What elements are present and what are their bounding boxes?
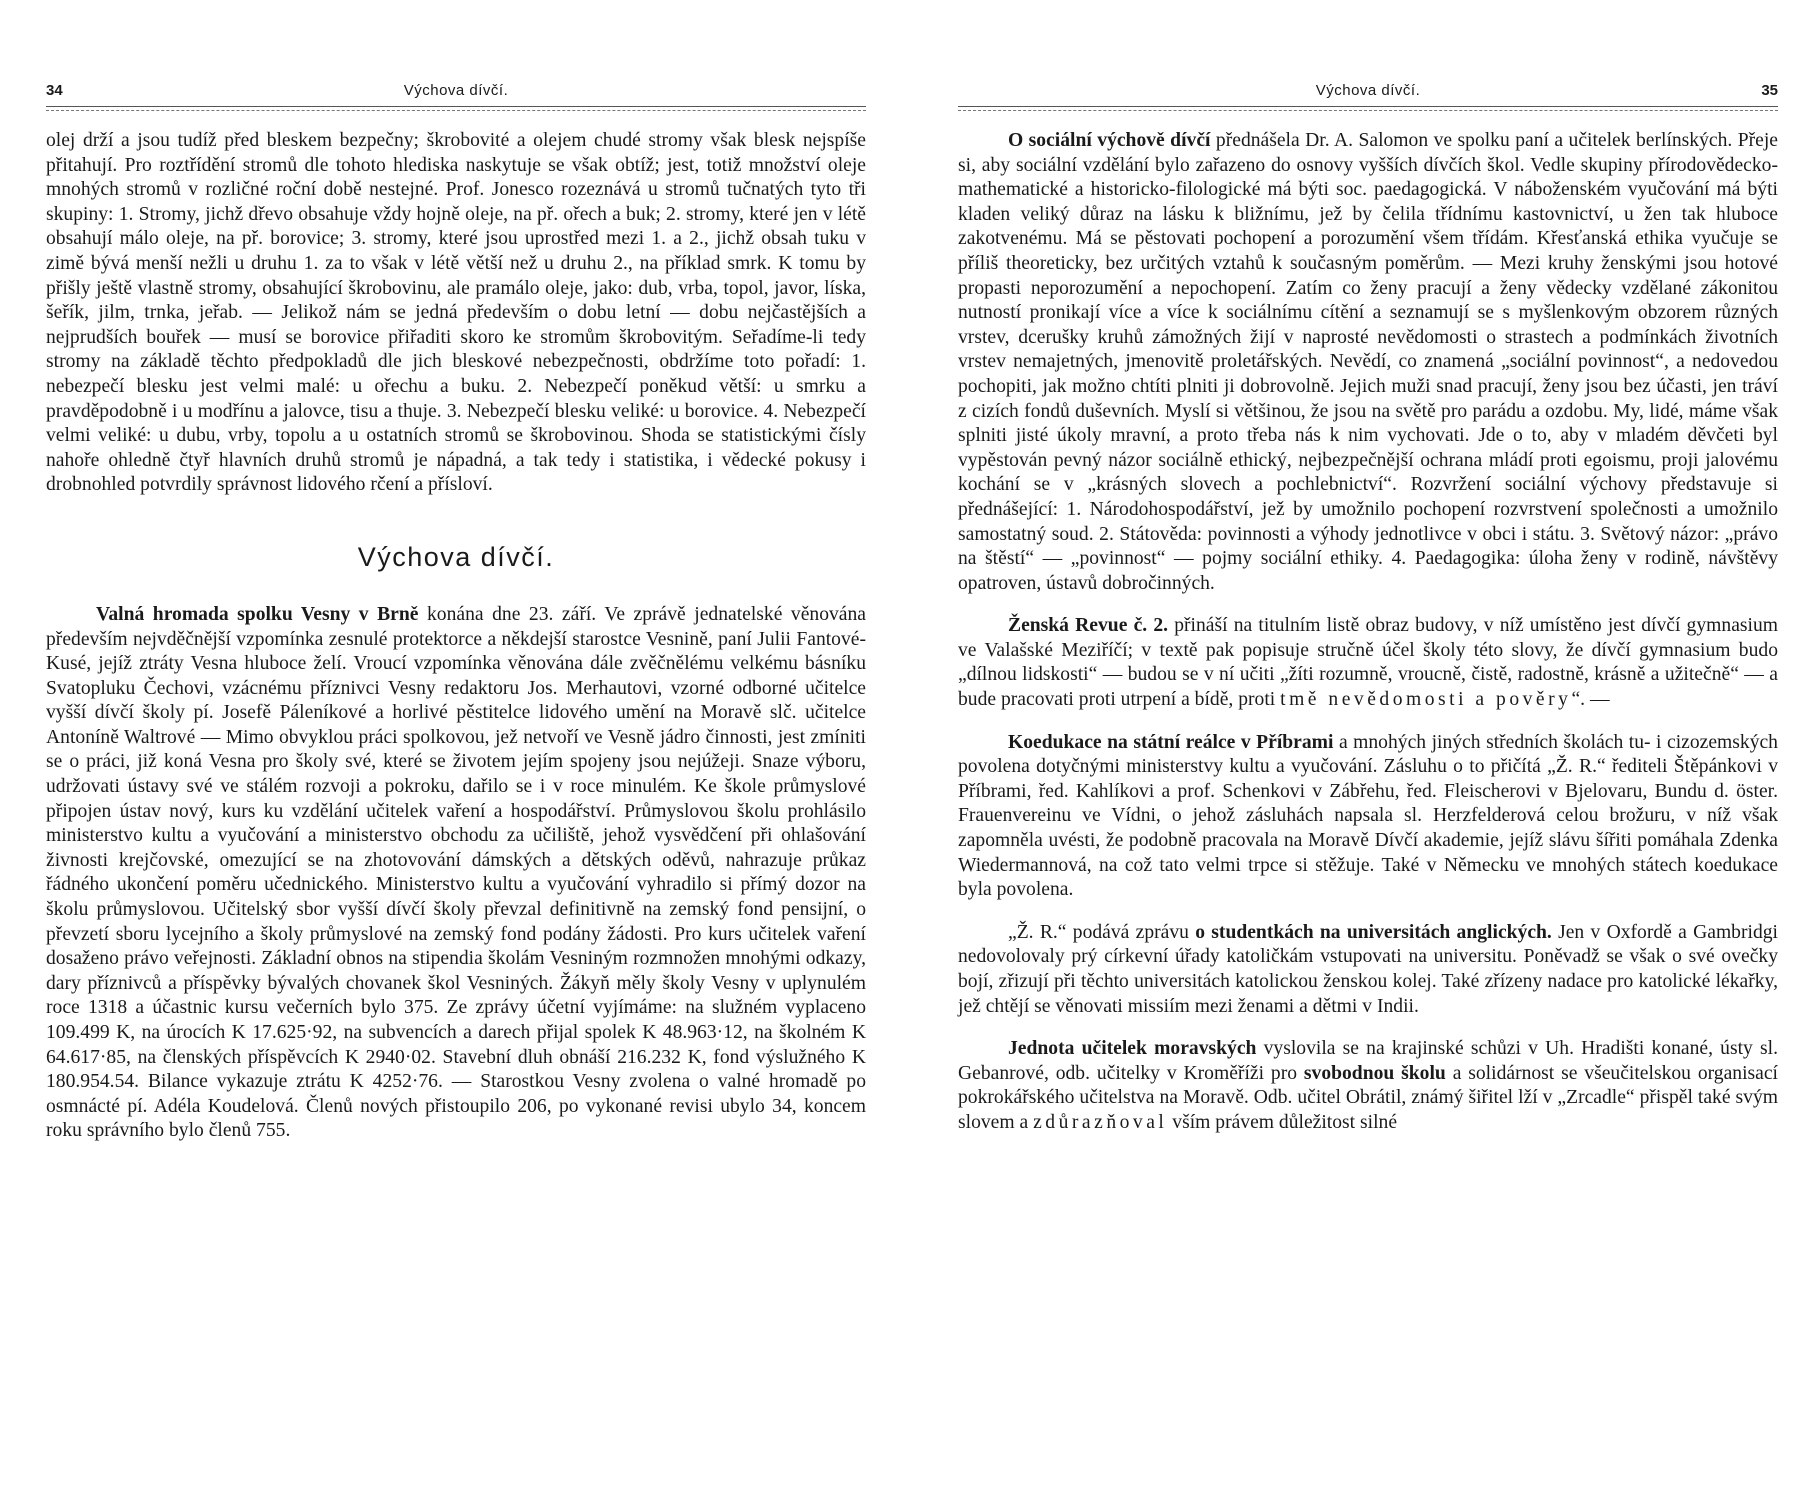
header-rule	[46, 110, 866, 111]
spaced-emphasis: tmě nevědomosti a pověry	[1280, 689, 1572, 711]
article-studentky	[958, 921, 1778, 1019]
article-jednota	[958, 1037, 1778, 1135]
article-intro: „Ž. R.“ podává zprávu	[1008, 921, 1189, 943]
article-lead: o studentkách na universitách anglických.	[1195, 921, 1552, 943]
article-koedukace	[958, 731, 1778, 903]
article-social-education	[958, 129, 1778, 596]
section-heading: Výchova dívčí.	[357, 541, 555, 572]
article-bold-phrase: svobodnou školu	[1303, 1062, 1446, 1084]
article-body: a mnohých jiných středních školách tu- i cizozemských povolena dotyčnými ministerstvy kultu a vyučování. Zásluhu o to přičítá „Ž. R.“ řediteli Štěpánkovi v Příbrami, řed. Kahlíkovi a prof. Schenkovi v Zábřehu, řed. Fleischerovi v Bjelovaru, Bundu d. öster. Frauenvereinu ve Vídni, o jehož zásluhách napsala sl. Herzfelderová celou brožuru, v níž však zapomněla uvésti, že podobně pracovala na Moravě Dívčí akademie, jejíž slávu šířiti pomáhala Zdenka Wiedermannová, na což tato velmi trpce si stěžuje. Také v Německu ve mnohých státech koedukace byla povolena.	[958, 731, 1778, 901]
right-page	[958, 80, 1778, 1136]
continuation-paragraph: olej drží a jsou tudíž před bleskem bezpečny; škrobovité a olejem chudé stromy však blesk nejspíše přitahují. Pro roztřídění stromů dle tohoto hlediska naskytuje se však obtíž; jest, totiž množství oleje mnohých stromů v rozličné roční době nestejné. Prof. Jonesco rozeznává u stromů tučnatých tyto tři skupiny: 1. Stromy, jichž dřevo obsahuje vždy hojně oleje, na př. ořech a buk; 2. stromy, které jen v létě obsahují málo oleje, na př. borovice; 3. stromy, které jsou uprostřed mezi 1. a 2., jichž obsah tuku v zimě bývá menší nežli u druhu 1. za to však v létě větší než u druhu 2., na příklad smrk. K tomu by přišly ještě vlastně stromy, obsahující škrobovinu, ale pramálo oleje, jako: dub, vrba, topol, javor, líska, šeřík, jilm, trnka, jeřab. — Jelikož nám se jedná především o dobu letní — dobu nejčastějších a nejprudších bouřek — musí se borovice přiřaditi skoro ke stromům škrobovitým. Seřadíme-li tedy stromy na základě těchto předpokladů dle jich bleskové nebezpečnosti, obdržíme toto pořadí: 1. nebezpečí blesku jest velmi malé: u ořechu a buku. 2. Nebezpečí poněkud větší: u smrku a pravděpodobně i u modřínu a jalovce, tisu a thuje. 3. Nebezpečí blesku veliké: u borovice. 4. Nebezpečí velmi veliké: u dubu, vrby, topolu a u ostatních stromů se škrobovinou. Shoda se statistickými čísly nahoře ohledně čtyř hlavních druhů stromů je nápadná, a tak tedy i statistika, i vědecké pokusy i drobnohled potvrdily správnost lidového rčení a přísloví.	[46, 130, 866, 496]
article-body-cont: a solidárnost se všeučitelskou organisací pokrokářského učitelstva na Moravě. Odb. učitel Obrátil, známý šiřitel lží v „Zrcadle“ přispěl také svým slovem a	[958, 1062, 1778, 1133]
article-body: přednášela Dr. A. Salomon ve spolku paní a učitelek berlínských. Přeje si, aby sociální vzdělání bylo zařazeno do osnovy vyšších dívčích škol. Vedle skupiny přírodovědecko-mathematické a historicko-filologické má býti soc. paedagogická. V náboženském vyučování má býti kladen veliký důraz na lásku k bližnímu, jež by čelila třídnímu kastovnictví, u žen tak hluboce zakotvenému. Má se pěstovati pochopení a porozumění všem třídám. Křesťanská ethika vyučuje se příliš theoreticky, bez určitých vztahů k současným poměrům. — Mezi kruhy ženskými jsou hotové propasti neporozumění a nepochopení. Zatím co ženy pracují a ženy vědecky vzdělané zákonitou nutností pronikají více a více k sociálnímu cítění a seznamují se s myšlenkovým obzorem různých vrstev, dcerušky kruhů zámožných žijí v naprosté nevědomosti o strastech a podmínkách životních vrstev nemajetných, jmenovitě proletářských. Nevědí, co znamená „sociální povinnost“, a nedovedou pochopiti, jak možno chtíti plniti ji dobrovolně. Jejich muži snad pracují, ženy jsou bez účasti, jen tráví z cizích fondů duševních. Myslí si většinou, že jsou na světě pro parádu a ozdobu. My, lidé, máme však splniti jisté úkoly mravní, a proto třeba nás k nim vychovati. Jde o to, aby v mladém děvčeti byl vypěstován pevný názor sociálně ethický, nejbezpečnější ochrana mládí proti egoismu, proji jalovému kochání se v „krásných slovech a pochlebnictví“. Rozvržení sociální výchovy představuje si přednášející: 1. Národohospodářství, jež by umožnilo pochopení rozvrstvení společnosti a umožnilo samostatný soud. 2. Státověda: povinnosti a výhody jednotlivce v obci i státu. 3. Světový názor: „právo na štěstí“ — „povinnost“ — pojmy sociální ethiky. 4. Paedagogika: úloha ženy v rodině, návštěvy opatroven, ústavů dobročinných.	[958, 130, 1778, 594]
article-lead: Ženská Revue č. 2.	[1008, 615, 1169, 637]
running-title: Výchova dívčí.	[403, 82, 509, 99]
article-lead: O sociální výchově dívčí	[1008, 130, 1211, 151]
spaced-emphasis: zdůrazňoval	[1033, 1111, 1168, 1133]
article-body-end: vším právem důležitost silné	[1172, 1111, 1398, 1133]
article-zenska-revue	[958, 614, 1778, 712]
page-number: 34	[46, 82, 63, 99]
article-vesna	[46, 603, 866, 1144]
article-lead: Koedukace na státní reálce v Příbrami	[1008, 731, 1334, 753]
running-title: Výchova dívčí.	[1315, 82, 1421, 99]
article-tail: “. —	[1571, 689, 1610, 711]
left-page	[46, 80, 866, 1144]
article-body: konána dne 23. září. Ve zprávě jednatelské věnována především nejvděčnější vzpomínka zesnulé protektorce a někdejší starostce Vesnině, paní Julii Fantové-Kusé, jejíž ztráty Vesna hluboce želí. Vroucí vzpomínka věnována dále zvěčnělému velkému básníku Svatopluku Čechovi, vzácnému příznivci Vesny redaktoru Jos. Merhautovi, vzorné odborné učitelce vyšší dívčí školy pí. Josefě Páleníkové a horlivé pěstitelce lidového umění na Moravě slč. učitelce Antoníně Waltrové — Mimo obvyklou práci spolkovou, jež netvoří ve Vesně jádro činnosti, jest zmíniti se o práci, již koná Vesna pro školy své, které se životem jejím spojeny jsou nejúžeji. Snaze výboru, udržovati ústavy své ve stálém rozvoji a pokroku, dařilo se i v roce minulém. Ke škole průmyslové připojen ústav nový, kurs ku vzdělání učitelek vaření a hospodářství. Průmyslovou školu prohlásilo ministerstvo kultu a vyučování a ministerstvo obchodu za učiliště, jehož vysvědčení při ohlašování živnosti krejčovské, omezující se na zhotovování dámských a dětských oděvů, nahrazuje průkaz řádného ukončení poměru učednického. Ministerstvo kultu a vyučování vyhradilo si přímý dozor na školu průmyslovou. Učitelský sbor vyšší dívčí školy převzal definitivně na zemský fond pensijní, o převzetí sboru lycejního a školy průmyslové na zemský fond podány žádosti. Pro kurs učitelek vaření dosaženo právo veřejnosti. Základní obnos na stipendia školám Vesniným rozmnožen mnohými odkazy, dary příznivců a příspěvky bývalých chovanek škol Vesniných. Žákyň měly školy Vesny v uplynulém roce 1318 a účastnic kursu večerních bylo 375. Ze zprávy účetní vyjímáme: na služném vyplaceno 109.499 K, na úrocích K 17.625·92, na subvencích a darech přijal spolek K 48.963·12, na školném K 64.617·85, na členských příspěvcích K 2940·02. Stavební dluh obnáší 216.232 K, fond výslužného K 180.954.54. Bilance vykazuje ztrátu K 4252·76. — Starostkou Vesny zvolena o valné hromadě po osmnácté pí. Adéla Koudelová. Členů nových přistoupilo 206, po vykonané revisi ubylo 34, koncem roku správního bylo členů 755.	[46, 603, 866, 1142]
page-number: 35	[1761, 82, 1778, 99]
article-body: Jen v Oxfordě a Gambridgi nedovolovaly prý církevní úřady katoličkám vstupovati na universitu. Poněvadž se však o své ovečky bojí, zřizují při těchto universitách katolickou ženskou kolej. Také zřízeny nadace pro katolické lékařky, jež chtějí se věnovati missiím mezi ženami a dětmi v Indii.	[958, 921, 1778, 1017]
running-head-right	[958, 80, 1778, 107]
article-lead: Valná hromada spolku Vesny v Brně	[96, 603, 419, 625]
header-rule	[958, 110, 1778, 111]
running-head-left	[46, 80, 866, 107]
article-body: přináší na titulním listě obraz budovy, v níž umístěno jest dívčí gymnasium ve Valašské Meziříčí; v textě pak popisuje stručně účel školy této slovy, že dívčí gymnasium budo „dílnou lidskosti“ — budou se v ní učiti „žíti rozumně, vroucně, čistě, radostně, krásně a užitečně“ — a bude pracovati proti utrpení a bídě, proti	[958, 615, 1778, 711]
article-body: vyslovila se na krajinské schůzi v Uh. Hradišti konané, ústy sl. Gebanrové, odb. učitelky v Kroměříži pro	[958, 1038, 1778, 1084]
article-lead: Jednota učitelek moravských	[1008, 1038, 1257, 1060]
